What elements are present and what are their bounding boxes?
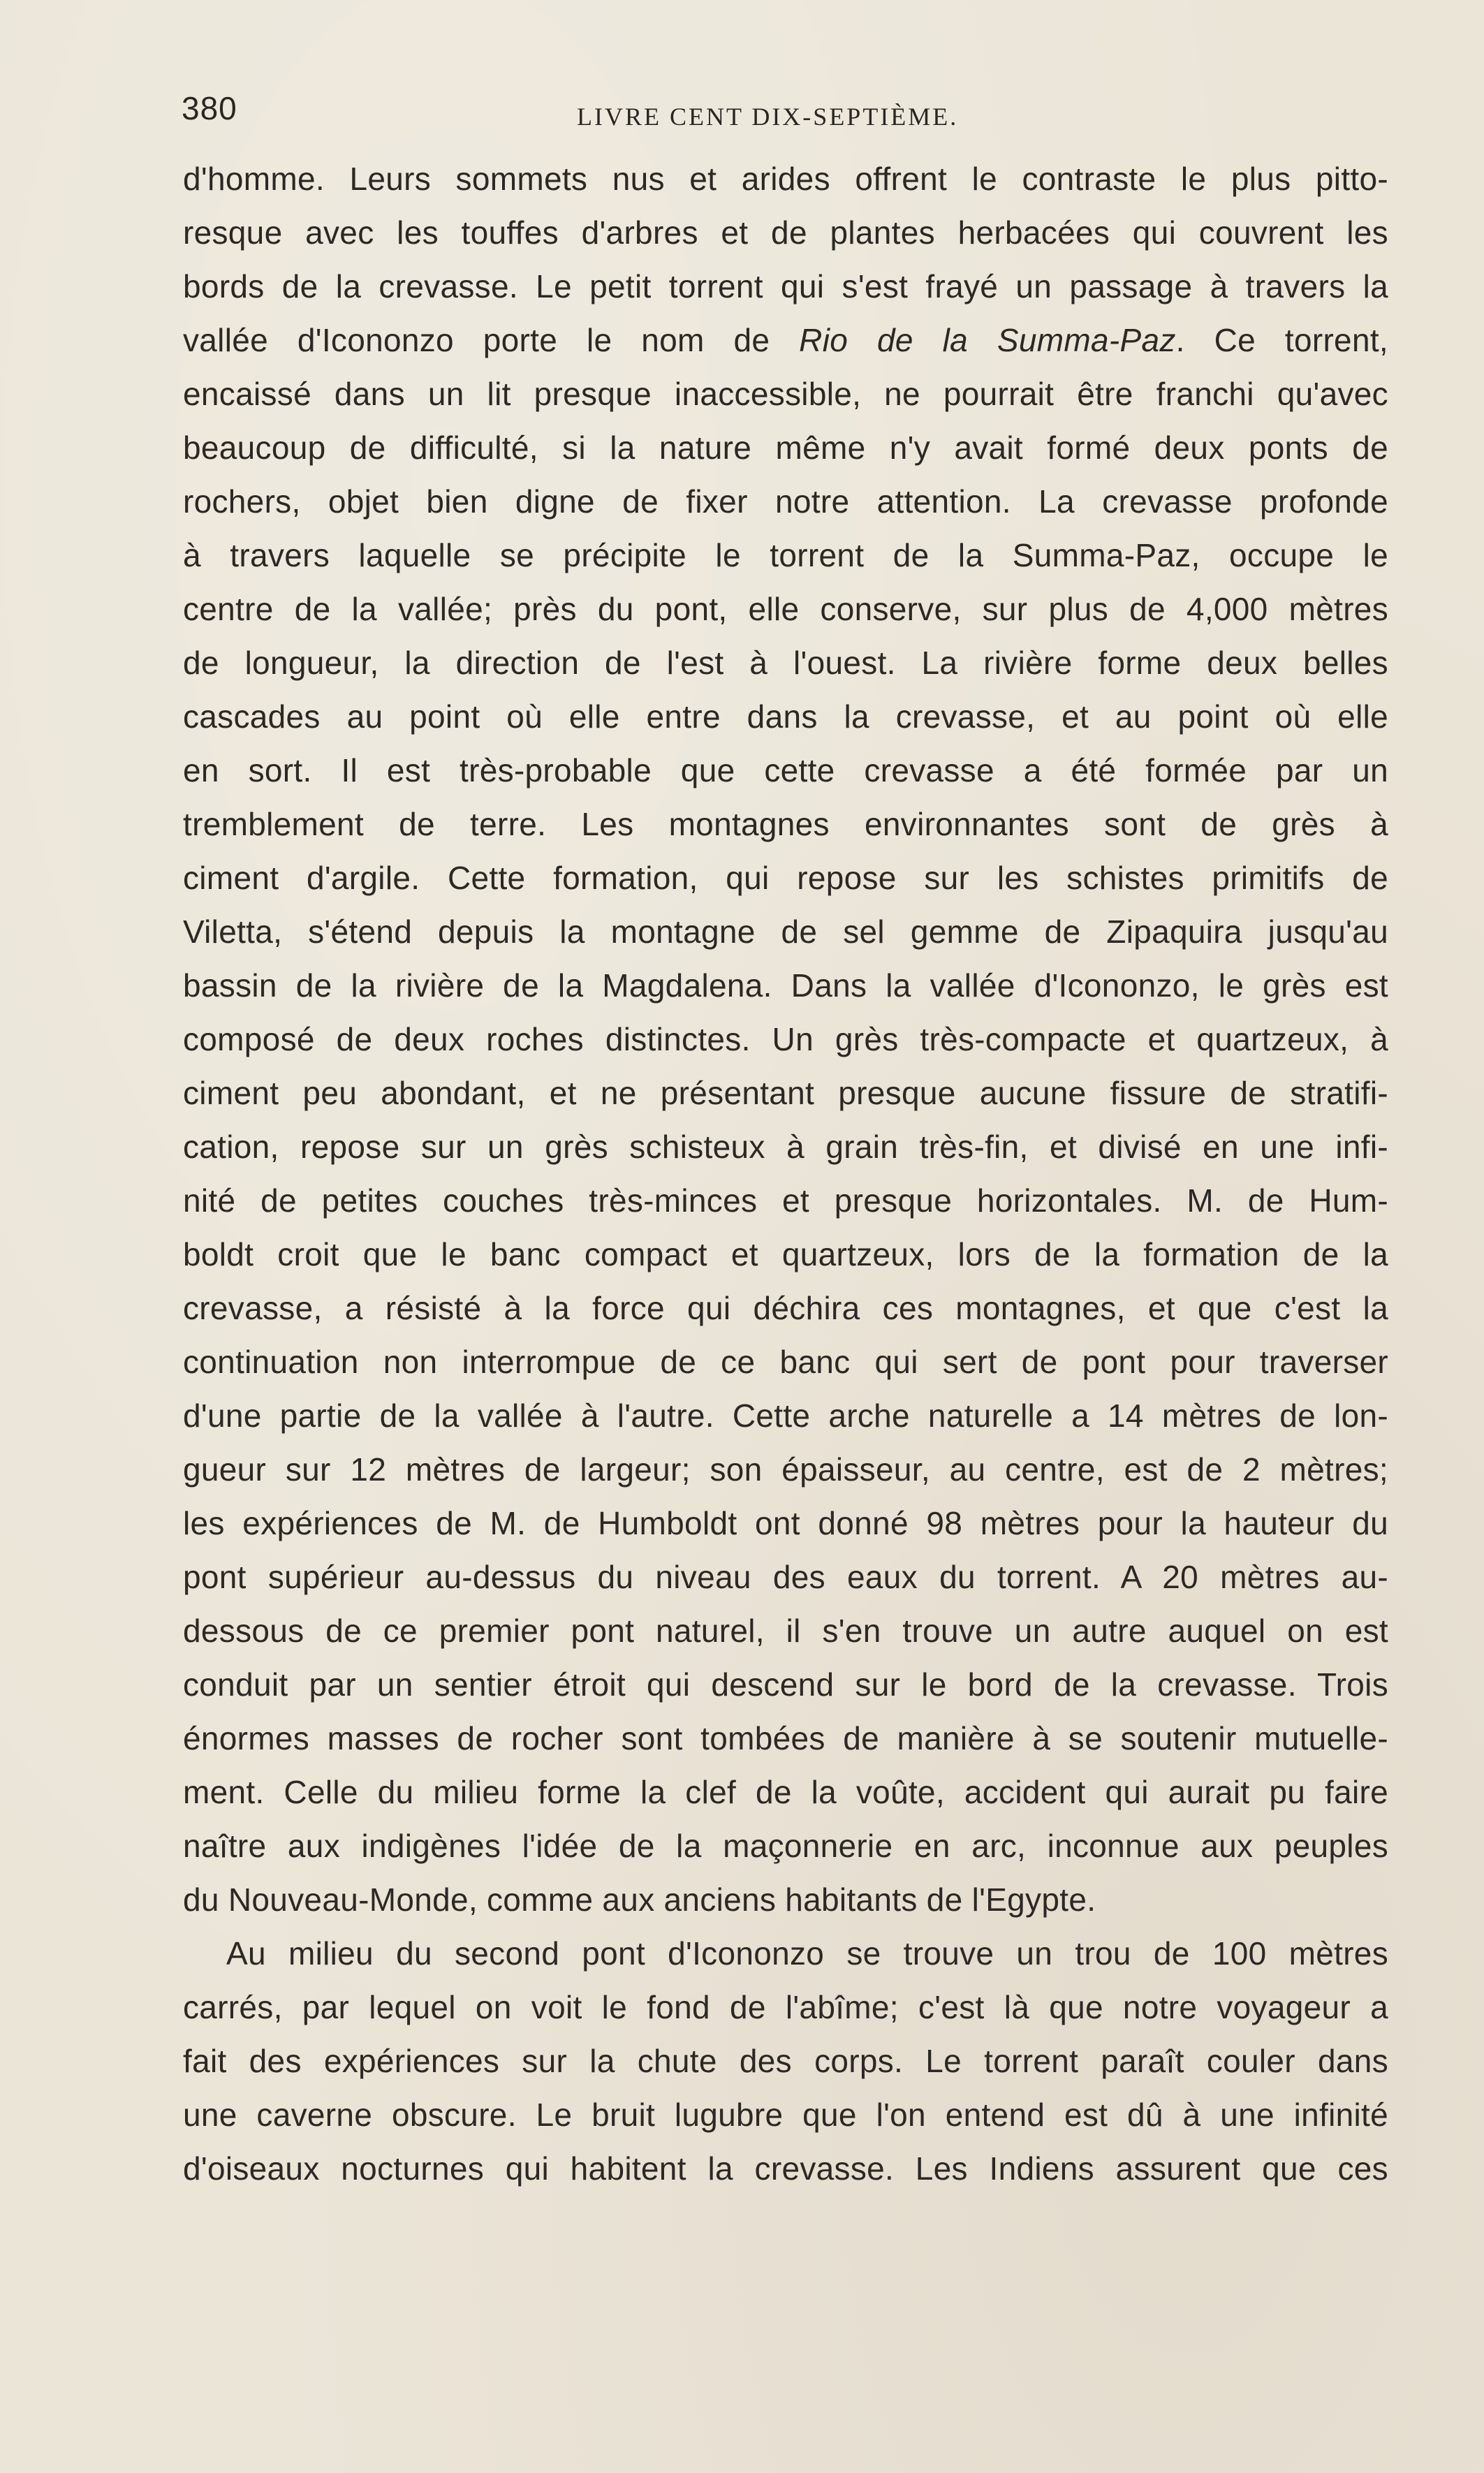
- running-head: LIVRE CENT DIX-SEPTIÈME.: [577, 103, 959, 131]
- text-segment: vallée d'Icononzo porte le nom de: [183, 322, 800, 358]
- text-line: continuation non interrompue de ce banc qui sert de pont pour traverser: [183, 1344, 1388, 1380]
- text-line: les expériences de M. de Humboldt ont donné 98 mètres pour la hauteur du: [183, 1505, 1388, 1541]
- text-line: bords de la crevasse. Le petit torrent qui s'est frayé un passage à travers la: [183, 268, 1388, 304]
- text-line: centre de la vallée; près du pont, elle conserve, sur plus de 4,000 mètres: [183, 591, 1388, 627]
- text-line: conduit par un sentier étroit qui descend sur le bord de la crevasse. Trois: [183, 1666, 1388, 1703]
- text-line: pont supérieur au-dessus du niveau des eaux du torrent. A 20 mètres au-: [183, 1559, 1388, 1595]
- text-line: [183, 314, 1388, 367]
- text-line: bassin de la rivière de la Magdalena. Dans la vallée d'Icononzo, le grès est: [183, 967, 1388, 1004]
- text-line: d'homme. Leurs sommets nus et arides offrent le contraste le plus pitto-: [183, 161, 1388, 197]
- text-line: crevasse, a résisté à la force qui déchira ces montagnes, et que c'est la: [183, 1290, 1388, 1326]
- text-line: encaissé dans un lit presque inaccessible, ne pourrait être franchi qu'avec: [183, 376, 1388, 412]
- text-line: d'une partie de la vallée à l'autre. Cette arche naturelle a 14 mètres de lon-: [183, 1397, 1388, 1434]
- text-line: boldt croit que le banc compact et quartzeux, lors de la formation de la: [183, 1236, 1388, 1272]
- text-line: ment. Celle du milieu forme la clef de la voûte, accident qui aurait pu faire: [183, 1774, 1388, 1810]
- text-line: une caverne obscure. Le bruit lugubre que l'on entend est dû à une infinité: [183, 2097, 1388, 2133]
- text-line: cascades au point où elle entre dans la crevasse, et au point où elle: [183, 698, 1388, 735]
- text-line: d'oiseaux nocturnes qui habitent la crevasse. Les Indiens assurent que ces: [183, 2150, 1388, 2187]
- text-line: du Nouveau-Monde, comme aux anciens habitants de l'Egypte.: [183, 1881, 1096, 1918]
- text-line: tremblement de terre. Les montagnes environnantes sont de grès à: [183, 806, 1388, 842]
- text-line: de longueur, la direction de l'est à l'ouest. La rivière forme deux belles: [183, 645, 1388, 681]
- text-line: Viletta, s'étend depuis la montagne de sel gemme de Zipaquira jusqu'au: [183, 913, 1388, 950]
- text-line: beaucoup de difficulté, si la nature même n'y avait formé deux ponts de: [183, 430, 1388, 466]
- text-line: gueur sur 12 mètres de largeur; son épaisseur, au centre, est de 2 mètres;: [183, 1451, 1388, 1488]
- text-line: dessous de ce premier pont naturel, il s'en trouve un autre auquel on est: [183, 1613, 1388, 1649]
- text-line: en sort. Il est très-probable que cette crevasse a été formée par un: [183, 752, 1388, 788]
- text-line: nité de petites couches très-minces et presque horizontales. M. de Hum-: [183, 1182, 1388, 1219]
- text-line: énormes masses de rocher sont tombées de manière à se soutenir mutuelle-: [183, 1720, 1388, 1756]
- text-line: rochers, objet bien digne de fixer notre attention. La crevasse profonde: [183, 483, 1388, 520]
- text-line: à travers laquelle se précipite le torrent de la Summa-Paz, occupe le: [183, 537, 1388, 573]
- text-line: cation, repose sur un grès schisteux à grain très-fin, et divisé en une infi-: [183, 1129, 1388, 1165]
- text-line: naître aux indigènes l'idée de la maçonnerie en arc, inconnue aux peuples: [183, 1828, 1388, 1864]
- paragraph-start-line: Au milieu du second pont d'Icononzo se trouve un trou de 100 mètres: [226, 1935, 1388, 1972]
- text-line: ciment peu abondant, et ne présentant presque aucune fissure de stratifi-: [183, 1075, 1388, 1111]
- text-line: fait des expériences sur la chute des corps. Le torrent paraît couler dans: [183, 2043, 1388, 2079]
- text-line: ciment d'argile. Cette formation, qui repose sur les schistes primitifs de: [183, 860, 1388, 896]
- text-segment: . Ce torrent,: [1175, 322, 1388, 358]
- river-name-italic: Rio de la Summa-Paz: [799, 322, 1176, 358]
- text-line: carrés, par lequel on voit le fond de l'abîme; c'est là que notre voyageur a: [183, 1989, 1388, 2025]
- body-text: [183, 152, 1388, 2196]
- text-line: composé de deux roches distinctes. Un grès très-compacte et quartzeux, à: [183, 1021, 1388, 1057]
- page-number: 380: [182, 90, 237, 126]
- text-line: resque avec les touffes d'arbres et de plantes herbacées qui couvrent les: [183, 214, 1388, 251]
